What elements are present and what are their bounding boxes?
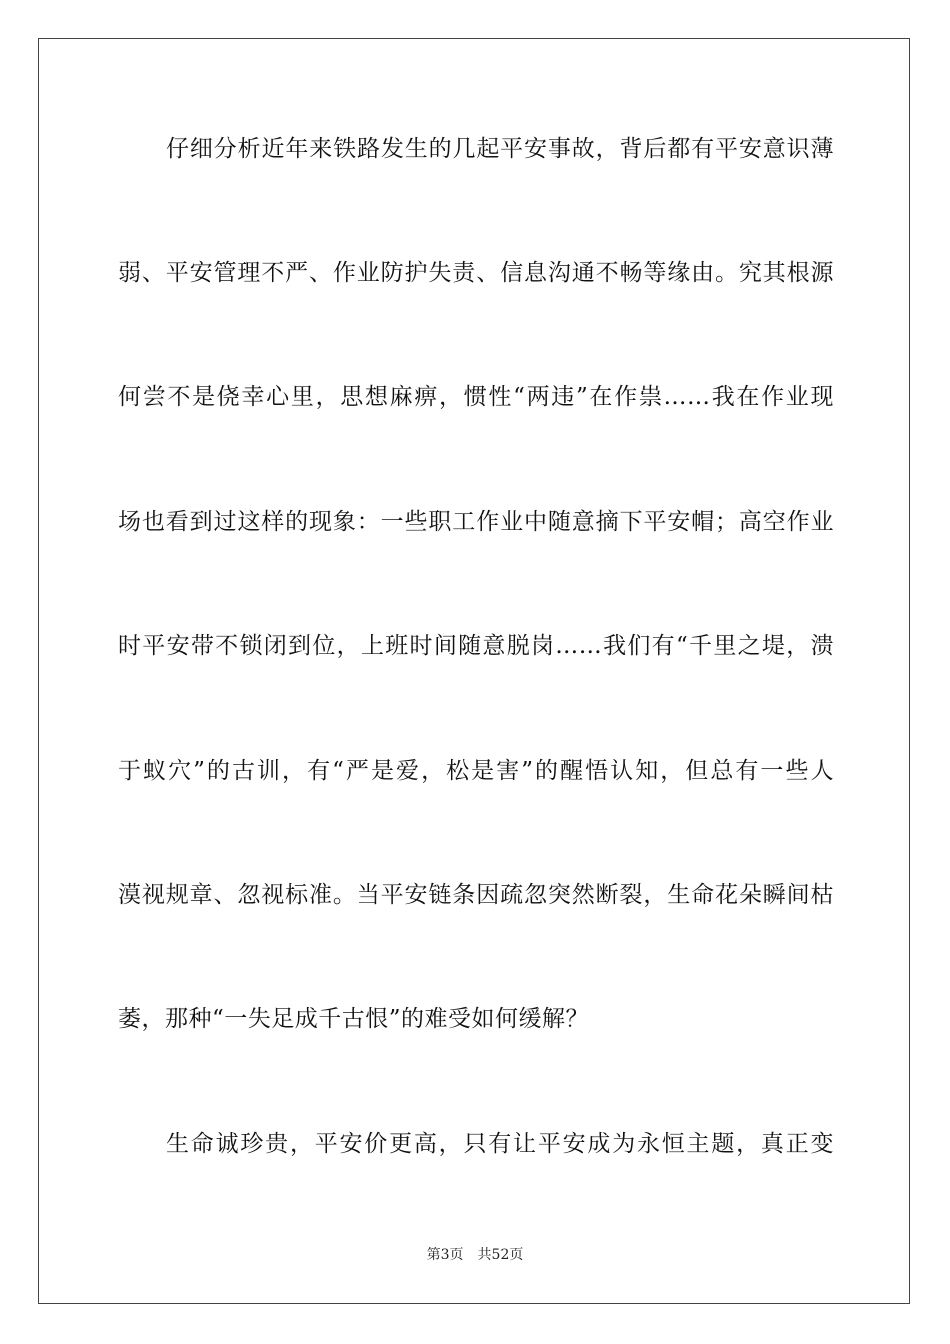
text-line: 萎，那种“一失足成千古恨”的难受如何缓解？ [118,1006,590,1032]
text-line: 漠视规章、忽视标准。当平安链条因疏忽突然断裂，生命花朵瞬间枯 [118,882,834,908]
text-line: 场也看到过这样的现象：一些职工作业中随意摘下平安帽；高空作业 [118,509,834,535]
text-line: 时平安带不锁闭到位，上班时间随意脱岗……我们有“千里之堤，溃 [118,633,834,659]
text-line: 弱、平安管理不严、作业防护失责、信息沟通不畅等缘由。究其根源 [118,260,834,286]
text-line: 仔细分析近年来铁路发生的几起平安事故，背后都有平安意识薄 [166,136,834,162]
page-number: 第3页 [426,1247,464,1263]
page-footer [0,1246,950,1264]
text-line: 生命诚珍贵，平安价更高，只有让平安成为永恒主题，真正变 [166,1131,834,1157]
page-border [38,38,910,1304]
text-line: 何尝不是侥幸心里，思想麻痹，惯性“两违”在作祟……我在作业现 [118,384,834,410]
page-total: 共52页 [477,1247,524,1263]
text-line: 于蚁穴”的古训，有“严是爱，松是害”的醒悟认知，但总有一些人 [118,758,834,784]
